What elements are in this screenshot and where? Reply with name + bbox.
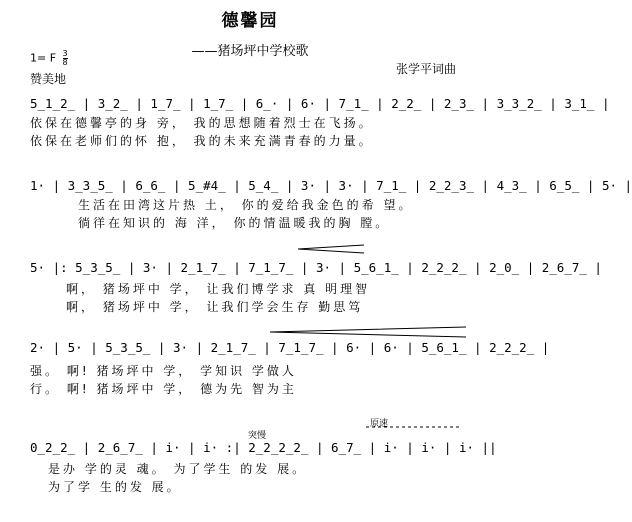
key-signature: [30, 50, 68, 67]
author-credit: 张学平词曲: [396, 62, 457, 76]
system-2-notes: 1· | 3̲3̲5̲ | 6̲6̲ | 5̲#4̲ | 5̲4̲ | 3· | 3· | 7̲1̲ | 2̲2̲3̲ | 4̲3̲ | 6̲5̲ | 5· |: [30, 178, 632, 193]
system-1-notes: 5̲1̲2̲ | 3̲2̲ | 1̲7̲ | 1̲7̲ | 6̲· | 6· | 7̲1̲ | 2̲2̲ | 2̲3̲ | 3̲3̲2̲ | 3̲1̲ |: [30, 96, 610, 111]
time-top: 3: [62, 49, 68, 58]
system-3-notes: 5· |: 5̲3̲5̲ | 3· | 2̲1̲7̲ | 7̲1̲7̲ | 3· | 5̲6̲1̲ | 2̲2̲2̲ | 2̲0̲ | 2̲6̲7̲ |: [30, 260, 602, 275]
tempo-mark-slow: 突慢: [248, 431, 267, 441]
system-3-lyric-2: 啊， 猪场坪中 学， 让我们学会生存 勤思笃: [66, 300, 364, 314]
song-subtitle: ——猪场坪中学校歌: [191, 44, 309, 59]
system-4-notes: 2· | 5· | 5̲3̲5̲ | 3· | 2̲1̲7̲ | 7̲1̲7̲ | 6· | 6· | 5̲6̲1̲ | 2̲2̲2̲ |: [30, 340, 550, 355]
style-marking: 赞美地: [30, 72, 67, 86]
crescendo-hairpin-1: [296, 244, 366, 254]
system-2-lyric-1: 生活在田湾这片热 土， 你的爱给我金色的希 望。: [78, 198, 414, 212]
system-2-lyric-2: 徜徉在知识的 海 洋， 你的情温暖我的胸 膛。: [78, 216, 391, 230]
system-5-lyric-2: 为了学 生的发 展。: [48, 480, 182, 494]
time-signature: [63, 50, 68, 67]
system-3-lyric-1: 啊， 猪场坪中 学， 让我们博学求 真 明理智: [66, 282, 371, 296]
system-1-lyric-1: 依保在德馨亭的身 旁， 我的思想随着烈士在飞扬。: [30, 116, 374, 130]
tempo-dashed-line: [364, 424, 464, 430]
system-5-lyric-1: 是办 学的灵 魂。 为了学生 的发 展。: [48, 462, 308, 476]
tempo-mark-original: 原速: [370, 419, 389, 429]
time-bottom: 8: [62, 58, 68, 67]
system-1-lyric-2: 依保在老师们的怀 抱， 我的未来充满青春的力量。: [30, 134, 374, 148]
song-title: 德馨园: [221, 11, 279, 31]
system-4-lyric-2: 行。 啊! 猪场坪中 学， 德为先 智为主: [30, 382, 297, 396]
system-5-notes: 0̲2̲2̲ | 2̲6̲7̲ | i· | i· :| 2̲2̲2̲2̲ | 6̲7̲ | i· | i· | i· ||: [30, 440, 497, 455]
key-label: 1= F: [30, 51, 57, 65]
system-4-lyric-1: 强。 啊! 猪场坪中 学， 学知识 学做人: [30, 364, 297, 378]
crescendo-hairpin-2: [268, 326, 468, 338]
